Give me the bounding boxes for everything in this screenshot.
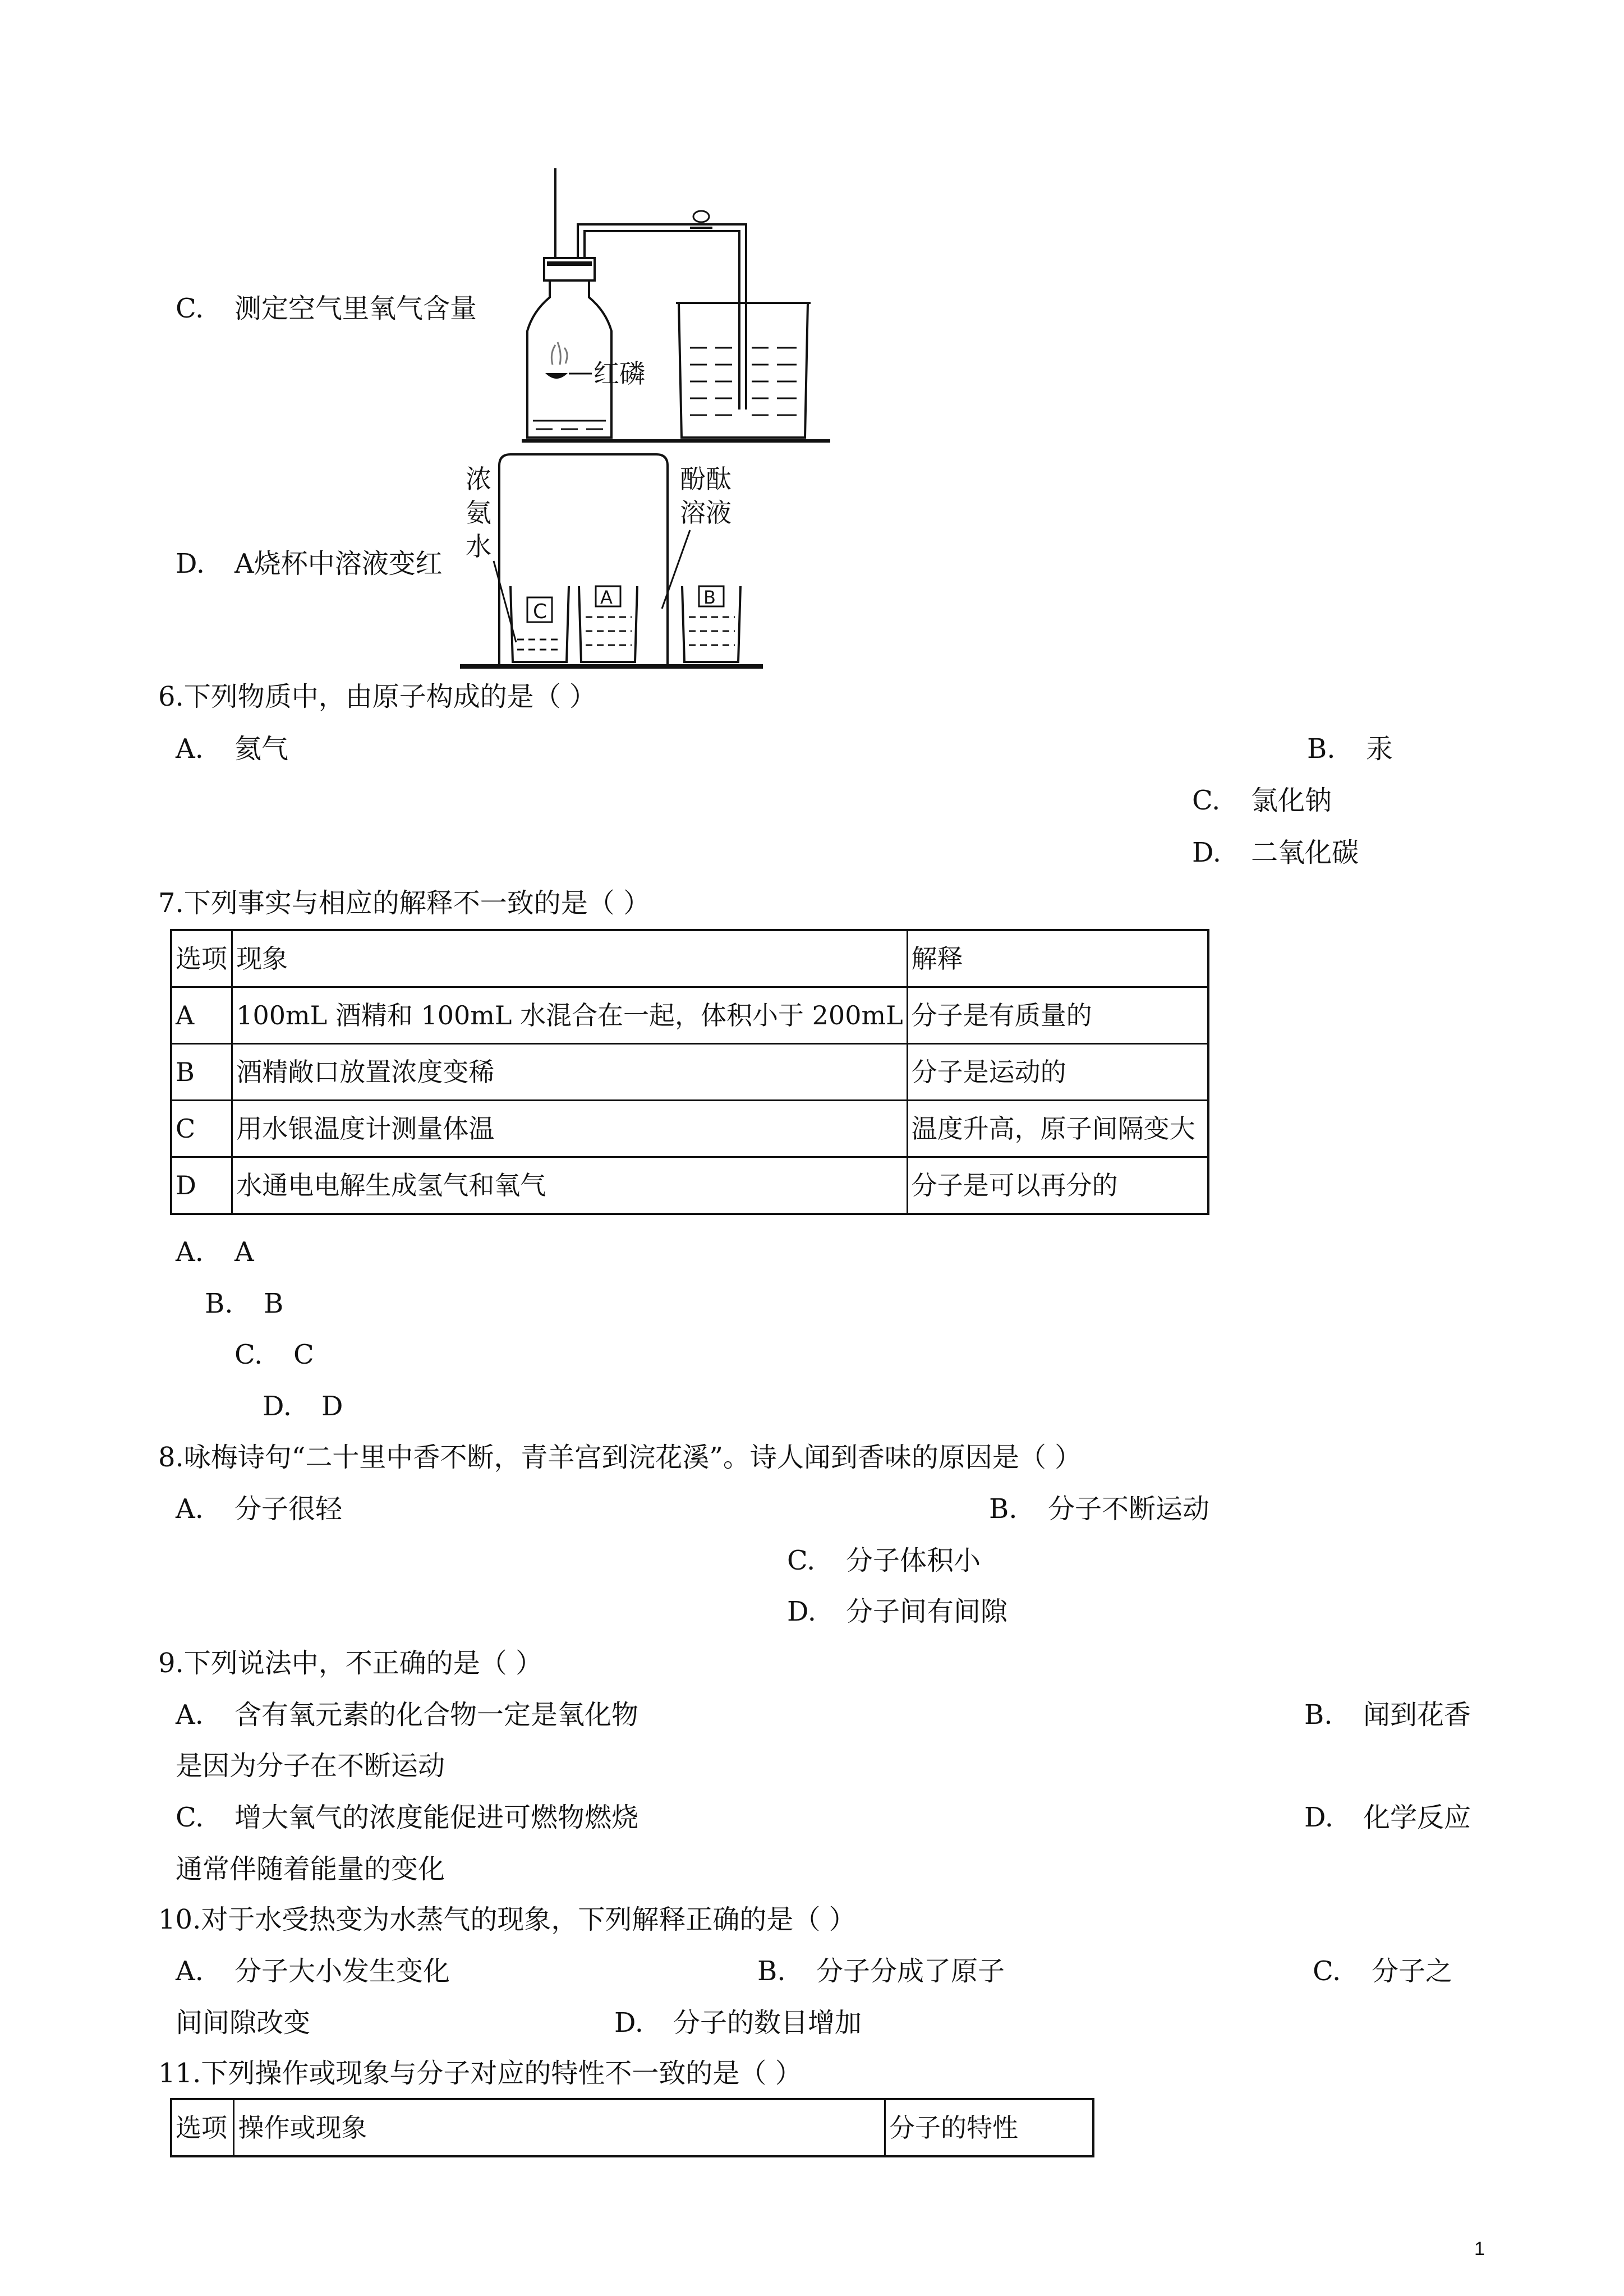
phenolphthalein-label-1: 酚酞: [680, 464, 732, 494]
q9-option-c: [176, 1801, 638, 1834]
option-letter: C.: [234, 1339, 263, 1370]
option-letter: B.: [1304, 1699, 1333, 1731]
option-letter: D.: [263, 1391, 292, 1422]
option-text: 化学反应: [1363, 1802, 1471, 1833]
table-row: [171, 1101, 1208, 1157]
q8-option-d: [787, 1595, 1007, 1628]
q6-option-b: [1307, 732, 1393, 766]
option-letter: C.: [1313, 1955, 1341, 1987]
option-text: B: [264, 1288, 284, 1319]
option-text: 分子的数目增加: [673, 2007, 862, 2039]
q10-option-d: [614, 2006, 862, 2040]
option-letter: C.: [1192, 785, 1221, 816]
option-text: 氯化钠: [1251, 785, 1332, 816]
table-cell: 用水银温度计测量体温: [232, 1101, 907, 1157]
option-text: 闻到花香: [1363, 1699, 1471, 1731]
table-header: 选项: [171, 2099, 234, 2156]
q8-option-a: [176, 1492, 342, 1526]
option-text: 二氧化碳: [1251, 837, 1359, 868]
option-letter: C.: [176, 293, 204, 324]
option-letter: B.: [205, 1288, 233, 1319]
table-cell: C: [171, 1101, 232, 1157]
table-row: [171, 1044, 1208, 1101]
option-letter: D.: [1192, 837, 1222, 868]
option-text: 分子之: [1372, 1955, 1453, 1987]
option-text: C: [293, 1339, 314, 1370]
table-cell: 分子是运动的: [907, 1044, 1208, 1101]
phosphorus-label: 红磷: [594, 358, 645, 389]
table-header: 现象: [232, 930, 907, 987]
q7-option-d: [263, 1389, 343, 1423]
q5-option-d: [176, 547, 443, 581]
oxygen-content-apparatus-figure: [522, 163, 836, 451]
table-cell: 温度升高，原子间隔变大: [907, 1101, 1208, 1157]
q9-option-b-continued: 是因为分子在不断运动: [176, 1750, 445, 1782]
table-cell: 100mL 酒精和 100mL 水混合在一起，体积小于 200mL: [232, 987, 907, 1044]
q7-option-c: [234, 1338, 314, 1372]
q11-stem: 11.下列操作或现象与分子对应的特性不一致的是（ ）: [158, 2058, 802, 2089]
page-number: 1: [1474, 2238, 1485, 2260]
q9-option-a: [176, 1698, 638, 1732]
q7-stem: 7.下列事实与相应的解释不一致的是（ ）: [158, 887, 651, 919]
option-text: 分子不断运动: [1048, 1493, 1210, 1525]
q10-option-c: [1313, 1954, 1452, 1988]
option-letter: A.: [176, 733, 204, 765]
table-cell: D: [171, 1157, 232, 1214]
q9-option-d-continued: 通常伴随着能量的变化: [176, 1853, 445, 1885]
option-text: 分子间有间隙: [846, 1596, 1008, 1627]
ammonia-label-1: 浓: [466, 464, 491, 494]
option-letter: D.: [787, 1596, 817, 1627]
table-row: [171, 987, 1208, 1044]
option-letter: D.: [1304, 1802, 1334, 1833]
option-letter: A.: [176, 1236, 204, 1268]
option-text: 分子很轻: [234, 1493, 343, 1525]
table-header: 分子的特性: [885, 2099, 1093, 2156]
q10-option-b: [757, 1954, 1005, 1988]
option-text: 增大氧气的浓度能促进可燃物燃烧: [234, 1802, 639, 1833]
ammonia-label-2: 氨: [466, 498, 491, 528]
q6-option-a: [176, 732, 288, 766]
table-cell: 分子是可以再分的: [907, 1157, 1208, 1214]
option-text: A烧杯中溶液变红: [234, 548, 443, 579]
table-cell: 酒精敞口放置浓度变稀: [232, 1044, 907, 1101]
ammonia-diffusion-figure: [454, 449, 769, 675]
q9-option-d: [1304, 1801, 1471, 1834]
option-text: 测定空气里氧气含量: [234, 293, 477, 324]
table-row: [171, 1157, 1208, 1214]
q6-stem: 6.下列物质中，由原子构成的是（ ）: [158, 681, 597, 712]
option-letter: C.: [176, 1802, 204, 1833]
option-text: 汞: [1366, 733, 1393, 765]
q7-option-a: [176, 1235, 254, 1269]
option-letter: C.: [787, 1545, 816, 1576]
q7-option-b: [205, 1287, 283, 1320]
option-text: 分子体积小: [846, 1545, 981, 1576]
q9-option-b: [1304, 1698, 1471, 1732]
option-letter: B.: [757, 1955, 786, 1987]
q8-option-c: [787, 1544, 981, 1577]
option-text: 分子大小发生变化: [234, 1955, 450, 1987]
q8-option-b: [989, 1492, 1209, 1526]
table-cell: 水通电电解生成氢气和氧气: [232, 1157, 907, 1214]
q11-table: [170, 2098, 1094, 2157]
q10-option-a: [176, 1954, 450, 1988]
option-letter: D.: [614, 2007, 644, 2039]
option-text: D: [321, 1391, 343, 1422]
option-letter: A.: [176, 1955, 204, 1987]
table-header-row: [171, 930, 1208, 987]
option-letter: A.: [176, 1699, 204, 1731]
table-cell: 分子是有质量的: [907, 987, 1208, 1044]
q7-table: [170, 929, 1209, 1215]
table-cell: A: [171, 987, 232, 1044]
option-letter: D.: [176, 548, 205, 579]
option-letter: B.: [1307, 733, 1336, 765]
beaker-c-label: C: [533, 600, 548, 623]
option-letter: B.: [989, 1493, 1018, 1525]
option-letter: A.: [176, 1493, 204, 1525]
table-header-row: [171, 2099, 1093, 2156]
table-cell: B: [171, 1044, 232, 1101]
beaker-b-label: B: [703, 587, 716, 608]
table-header: 选项: [171, 930, 232, 987]
phenolphthalein-label-2: 溶液: [680, 498, 732, 528]
option-text: 氦气: [234, 733, 289, 765]
option-text: 含有氧元素的化合物一定是氧化物: [234, 1699, 639, 1731]
q10-stem: 10.对于水受热变为水蒸气的现象，下列解释正确的是（ ）: [158, 1904, 856, 1935]
table-header: 操作或现象: [234, 2099, 885, 2156]
ammonia-label-3: 水: [466, 531, 491, 562]
q10-option-c-continued: 间间隙改变: [176, 2007, 311, 2039]
q8-stem: 8.咏梅诗句“二十里中香不断，青羊宫到浣花溪”。诗人闻到香味的原因是（ ）: [158, 1442, 1082, 1473]
beaker-a-label: A: [600, 587, 613, 608]
option-text: 分子分成了原子: [816, 1955, 1005, 1987]
q5-option-c: [176, 292, 477, 325]
q6-option-c: [1192, 784, 1332, 817]
q9-stem: 9.下列说法中，不正确的是（ ）: [158, 1648, 543, 1679]
option-text: A: [234, 1236, 254, 1268]
table-header: 解释: [907, 930, 1208, 987]
q6-option-d: [1192, 836, 1359, 869]
